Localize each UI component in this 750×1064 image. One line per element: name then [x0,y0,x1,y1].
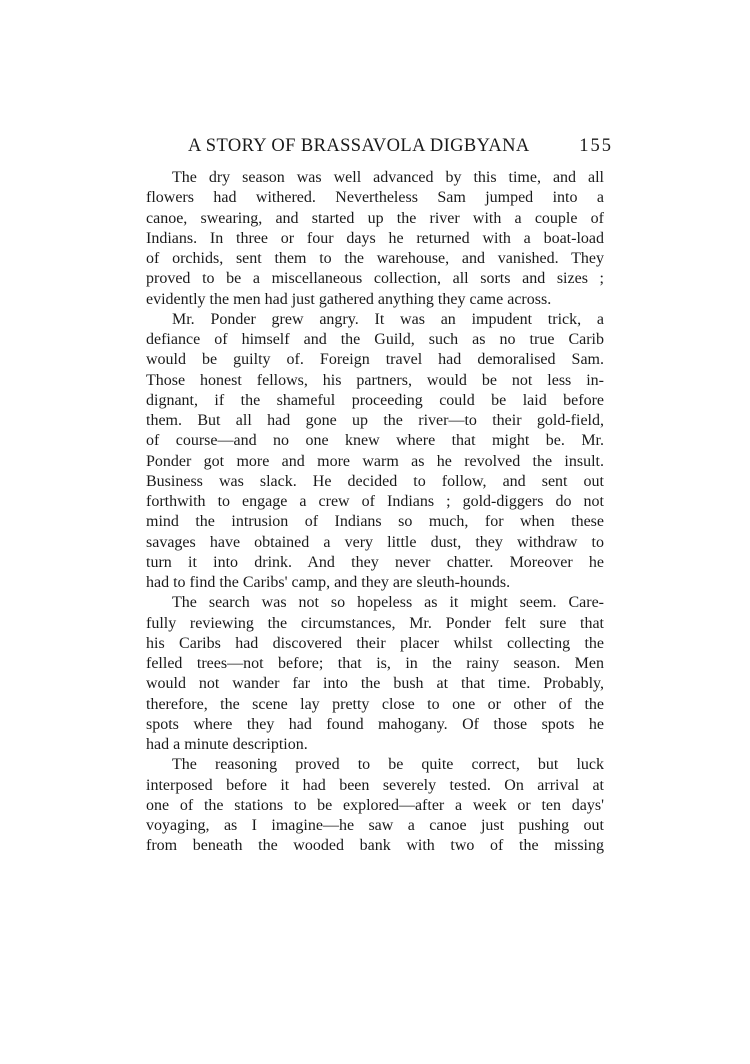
page-number: 155 [579,136,613,156]
text-line: them. But all had gone up the river—to their gold-field, [146,412,604,429]
paragraph [146,168,604,310]
body-text [146,168,604,857]
text-line: interposed before it had been severely tested. On arrival at [146,776,604,794]
text-line: The search was not so hopeless as it might seem. Care- [172,594,604,612]
text-line: flowers had withered. Nevertheless Sam jumped into a [146,189,604,207]
text-line: evidently the men had just gathered anything they came across. [146,290,552,308]
text-line: Mr. Ponder grew angry. It was an impudent trick, a [172,310,604,328]
text-line: from beneath the wooded bank with two of the missing [146,837,604,855]
text-line: had a minute description. [146,736,308,753]
text-line: spots where they had found mahogany. Of those spots he [146,715,604,733]
paragraph [146,755,604,856]
text-line: mind the intrusion of Indians so much, for when these [146,513,604,531]
text-line: his Caribs had discovered their placer whilst collecting the [146,634,604,652]
text-line: proved to be a miscellaneous collection, all sorts and sizes ; [146,270,604,288]
text-line: canoe, swearing, and started up the river with a couple of [146,209,604,227]
text-line: had to find the Caribs' camp, and they are sleuth-hounds. [146,574,511,591]
text-line: fully reviewing the circumstances, Mr. Ponder felt sure that [146,614,604,632]
text-line: defiance of himself and the Guild, such as no true Carib [146,331,604,348]
text-line: Ponder got more and more warm as he revolved the insult. [146,452,604,470]
text-line: The dry season was well advanced by this time, and all [172,169,604,186]
text-line: Indians. In three or four days he returned with a boat-load [146,229,604,247]
paragraph [146,310,604,594]
text-line: savages have obtained a very little dust, they withdraw to [146,533,604,551]
text-line: would be guilty of. Foreign travel had demoralised Sam. [146,351,604,369]
text-line: of orchids, sent them to the warehouse, and vanished. They [146,250,604,267]
text-line: one of the stations to be explored—after a week or ten days' [146,796,604,814]
text-line: Those honest fellows, his partners, would be not less in- [146,371,604,389]
running-head [188,136,613,157]
text-line: turn it into drink. And they never chatter. Moreover he [146,553,604,571]
text-line: dignant, if the shameful proceeding could be laid before [146,391,604,409]
running-title: A STORY OF BRASSAVOLA DIGBYANA [188,136,530,156]
text-line: felled trees—not before; that is, in the rainy season. Men [146,655,604,672]
text-line: Business was slack. He decided to follow, and sent out [146,472,604,490]
text-line: would not wander far into the bush at that time. Probably, [146,675,604,693]
paragraph [146,593,604,755]
text-line: therefore, the scene lay pretty close to one or other of the [146,695,604,713]
text-line: voyaging, as I imagine—he saw a canoe just pushing out [146,817,604,834]
text-line: of course—and no one knew where that might be. Mr. [146,432,604,450]
text-line: forthwith to engage a crew of Indians ; gold-diggers do not [146,493,604,510]
text-line: The reasoning proved to be quite correct, but luck [172,756,604,774]
